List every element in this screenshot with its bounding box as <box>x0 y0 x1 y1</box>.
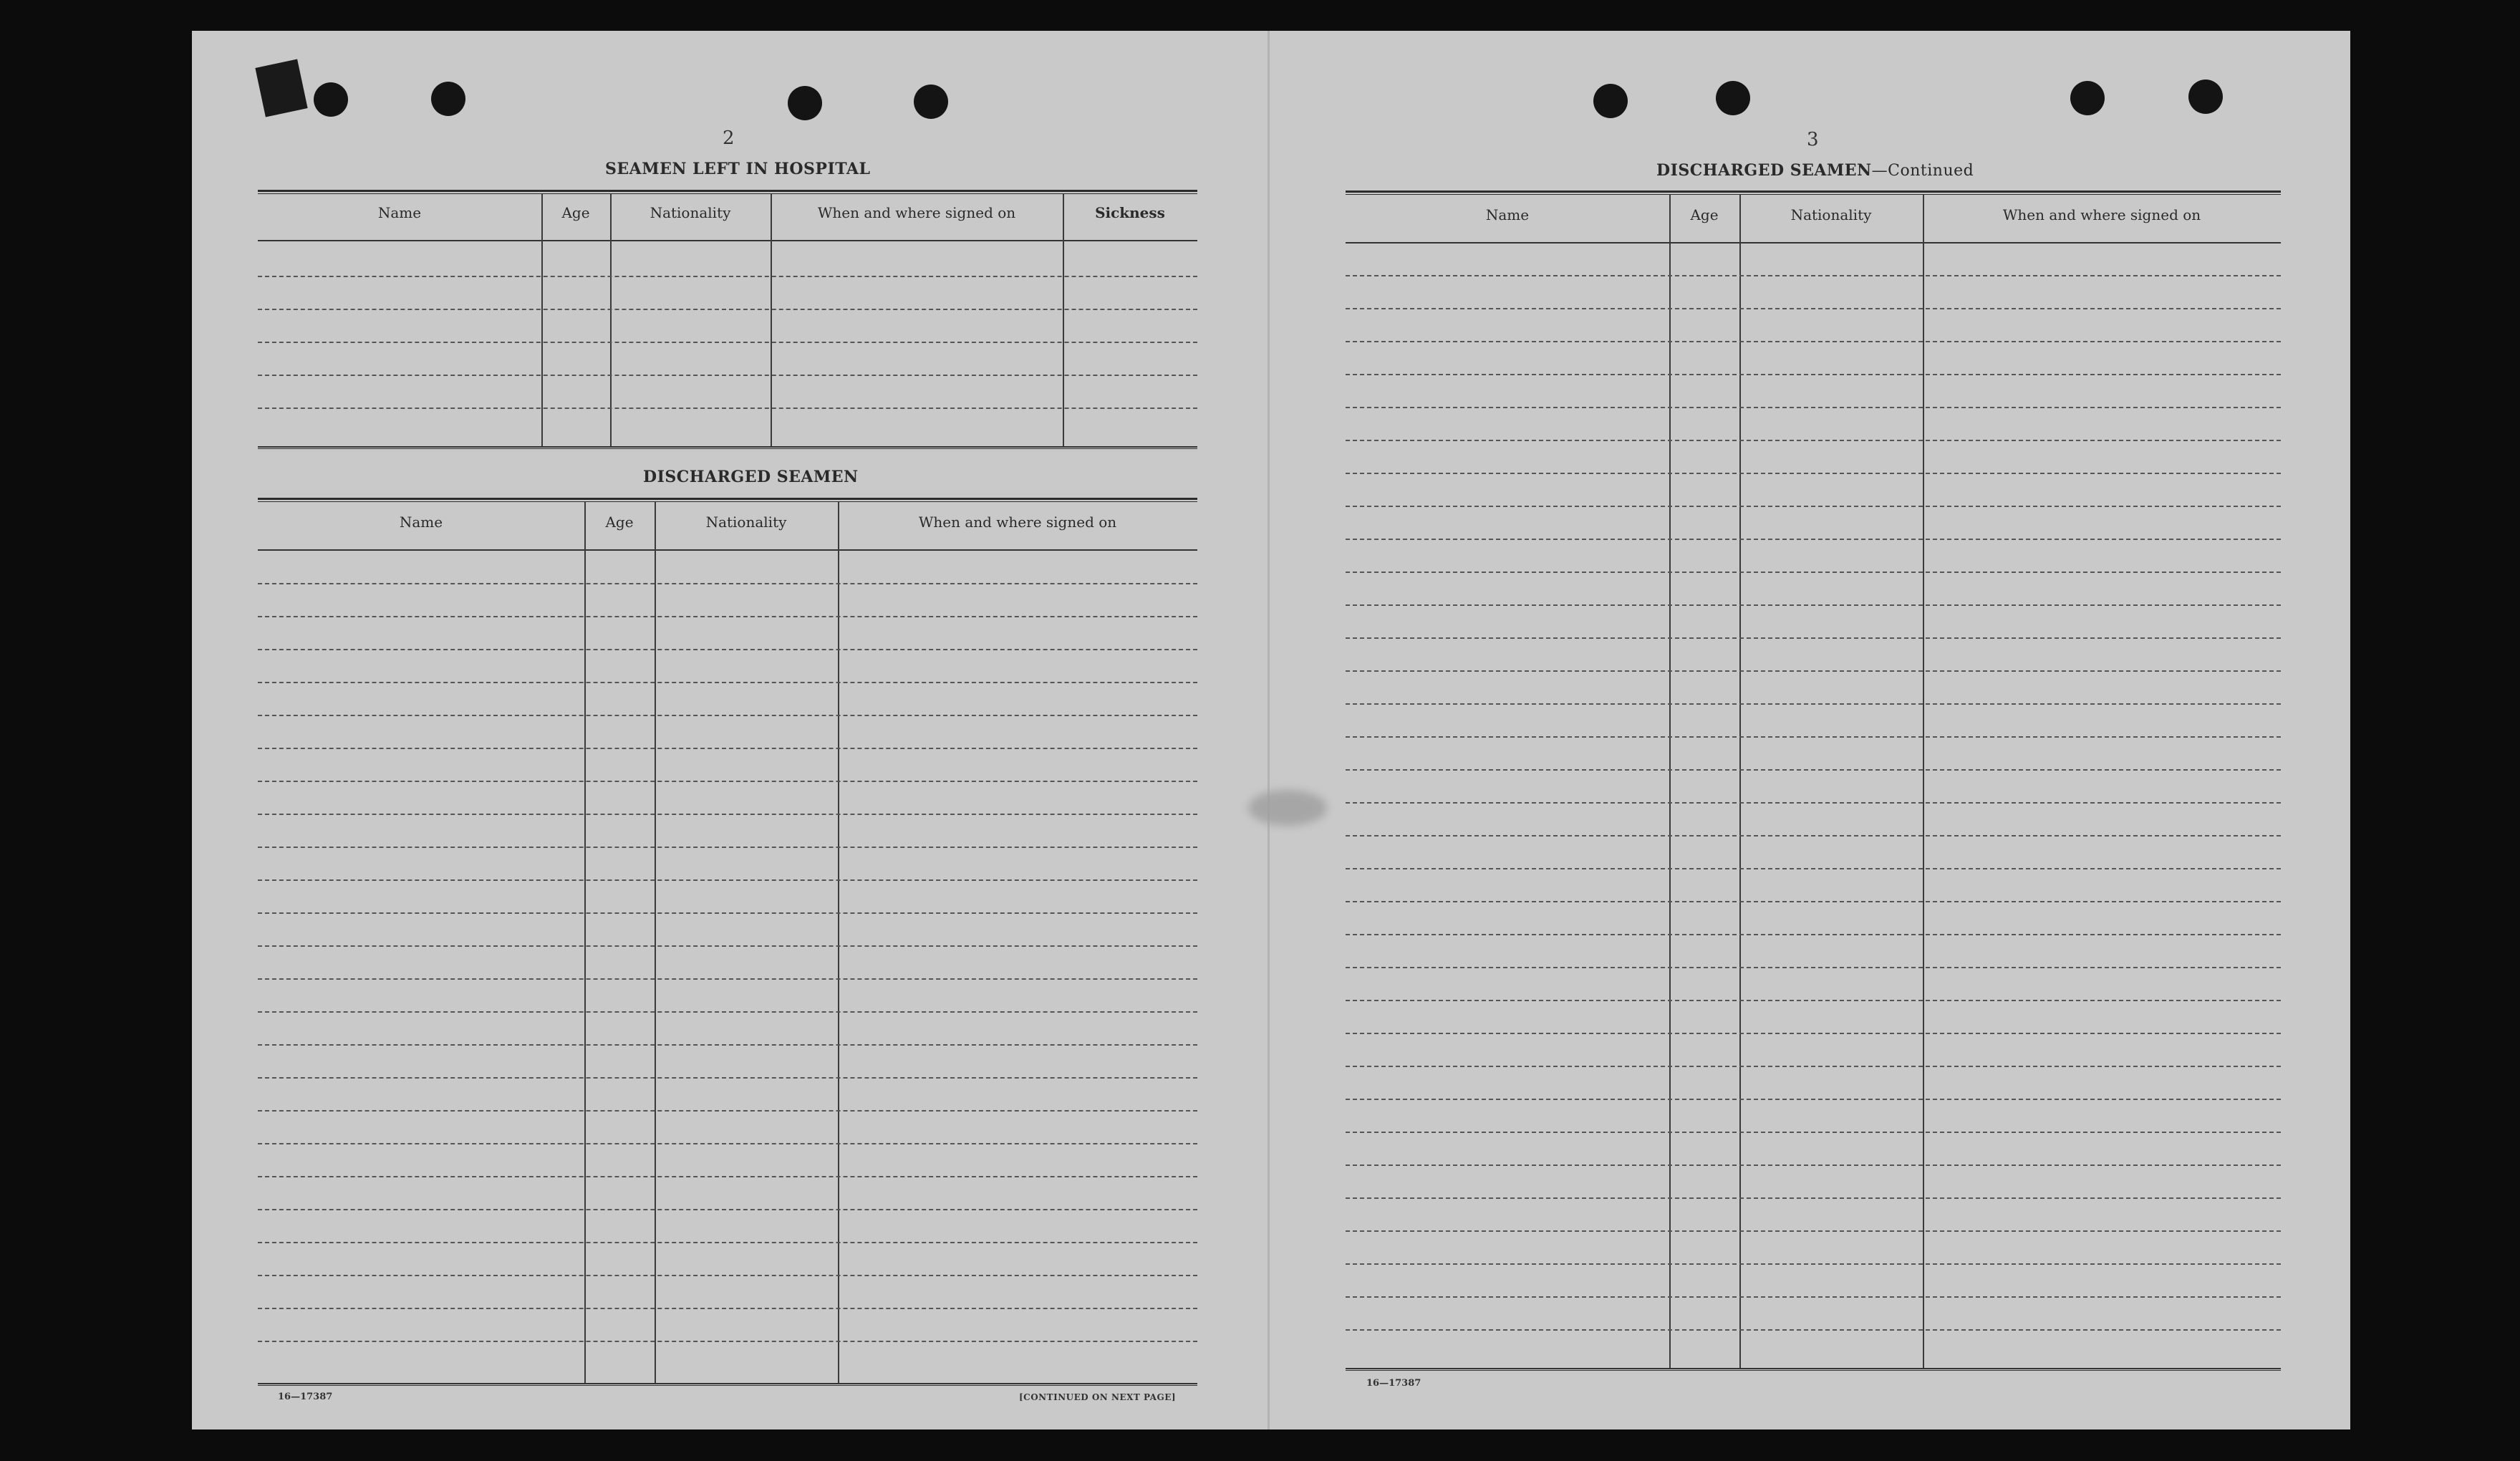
entry-line <box>258 1341 1197 1342</box>
col-header-nationality: Nationality <box>705 513 787 531</box>
column-rule <box>1923 195 1924 1368</box>
column-rule <box>1669 195 1671 1368</box>
entry-line <box>1346 1197 2281 1199</box>
entry-line <box>258 1176 1197 1177</box>
entry-line <box>1346 769 2281 771</box>
col-header-name: Name <box>399 513 443 531</box>
discharged-ledger <box>1346 191 2281 1371</box>
punch-hole <box>431 82 465 116</box>
entry-line <box>1346 539 2281 540</box>
discharged-continued-title <box>1656 161 1974 180</box>
section-title-main: DISCHARGED SEAMEN <box>1656 161 1872 180</box>
entry-line <box>258 715 1197 716</box>
entry-line <box>258 847 1197 848</box>
page-number: 2 <box>723 127 735 149</box>
entry-line <box>258 408 1197 409</box>
column-rule <box>584 502 586 1383</box>
entry-line <box>1346 736 2281 738</box>
col-header-nationality: Nationality <box>650 204 731 221</box>
punch-hole <box>914 85 948 119</box>
entry-line <box>1346 506 2281 507</box>
form-code: 16—17387 <box>1366 1378 1421 1389</box>
entry-line <box>258 1044 1197 1046</box>
entry-line <box>258 1308 1197 1309</box>
col-header-age: Age <box>561 204 590 221</box>
entry-line <box>1346 1099 2281 1100</box>
entry-line <box>258 1077 1197 1079</box>
entry-line <box>1346 868 2281 869</box>
continued-note: [CONTINUED ON NEXT PAGE] <box>1019 1392 1177 1402</box>
col-header-signed-on: When and where signed on <box>817 204 1016 221</box>
punch-hole <box>788 86 822 120</box>
header-rule <box>258 240 1197 241</box>
entry-line <box>1346 341 2281 342</box>
entry-line <box>1346 637 2281 639</box>
entry-line <box>258 309 1197 310</box>
section-title-suffix: —Continued <box>1871 162 1974 180</box>
entry-line <box>1346 1329 2281 1331</box>
entry-line <box>1346 1296 2281 1298</box>
entry-line <box>1346 1230 2281 1232</box>
left-page <box>192 31 1268 1429</box>
entry-line <box>258 342 1197 343</box>
col-header-age: Age <box>1690 206 1719 223</box>
discharged-ledger <box>258 498 1197 1386</box>
top-rule <box>1346 191 2281 195</box>
page-number: 3 <box>1807 129 1819 150</box>
entry-line <box>1346 835 2281 836</box>
entry-line <box>1346 934 2281 935</box>
punch-hole <box>1593 84 1628 118</box>
col-header-name: Name <box>377 204 422 221</box>
entry-line <box>1346 703 2281 705</box>
entry-line <box>258 682 1197 683</box>
entry-line <box>1346 967 2281 968</box>
right-page <box>1268 31 2350 1429</box>
hospital-section-title: SEAMEN LEFT IN HOSPITAL <box>605 160 871 178</box>
discharged-section-title: DISCHARGED SEAMEN <box>643 468 859 486</box>
entry-line <box>258 375 1197 376</box>
entry-line <box>258 1209 1197 1210</box>
col-header-sickness: Sickness <box>1095 204 1165 221</box>
entry-line <box>258 1275 1197 1276</box>
entry-line <box>258 616 1197 617</box>
entry-line <box>258 814 1197 815</box>
entry-line <box>258 649 1197 650</box>
entry-line <box>1346 275 2281 276</box>
entry-line <box>258 1242 1197 1243</box>
entry-line <box>1346 1000 2281 1001</box>
entry-line <box>1346 473 2281 474</box>
bottom-rule <box>258 446 1197 449</box>
smudge <box>1248 790 1327 826</box>
entry-line <box>258 1011 1197 1013</box>
entry-line <box>258 276 1197 277</box>
header-rule <box>258 549 1197 551</box>
entry-line <box>1346 407 2281 408</box>
entry-line <box>1346 670 2281 672</box>
entry-line <box>1346 604 2281 606</box>
tape-fragment <box>255 59 307 117</box>
header-rule <box>1346 242 2281 244</box>
entry-line <box>1346 374 2281 375</box>
entry-line <box>258 1143 1197 1144</box>
column-rule <box>838 502 839 1383</box>
col-header-name: Name <box>1485 206 1530 223</box>
entry-line <box>1346 308 2281 309</box>
entry-line <box>258 781 1197 782</box>
bottom-rule <box>258 1383 1197 1386</box>
entry-line <box>1346 1132 2281 1133</box>
entry-line <box>1346 1033 2281 1034</box>
punch-hole <box>2188 79 2223 114</box>
col-header-nationality: Nationality <box>1790 206 1872 223</box>
top-rule <box>258 190 1197 194</box>
punch-hole <box>314 82 348 117</box>
hospital-ledger <box>258 190 1197 449</box>
entry-line <box>258 748 1197 749</box>
entry-line <box>258 978 1197 980</box>
entry-line <box>258 912 1197 914</box>
column-rule <box>1739 195 1741 1368</box>
form-code: 16—17387 <box>278 1392 333 1402</box>
entry-line <box>258 945 1197 947</box>
punch-hole <box>2070 81 2105 115</box>
entry-line <box>1346 901 2281 902</box>
entry-line <box>258 1110 1197 1112</box>
entry-line <box>1346 1263 2281 1265</box>
top-rule <box>258 498 1197 502</box>
bottom-rule <box>1346 1368 2281 1371</box>
col-header-signed-on: When and where signed on <box>2002 206 2201 223</box>
entry-line <box>258 583 1197 584</box>
entry-line <box>1346 802 2281 804</box>
entry-line <box>1346 1165 2281 1166</box>
punch-hole <box>1716 81 1750 115</box>
entry-line <box>1346 1066 2281 1067</box>
col-header-age: Age <box>605 513 634 531</box>
column-rule <box>655 502 656 1383</box>
entry-line <box>258 879 1197 881</box>
entry-line <box>1346 572 2281 573</box>
col-header-signed-on: When and where signed on <box>918 513 1117 531</box>
entry-line <box>1346 440 2281 441</box>
